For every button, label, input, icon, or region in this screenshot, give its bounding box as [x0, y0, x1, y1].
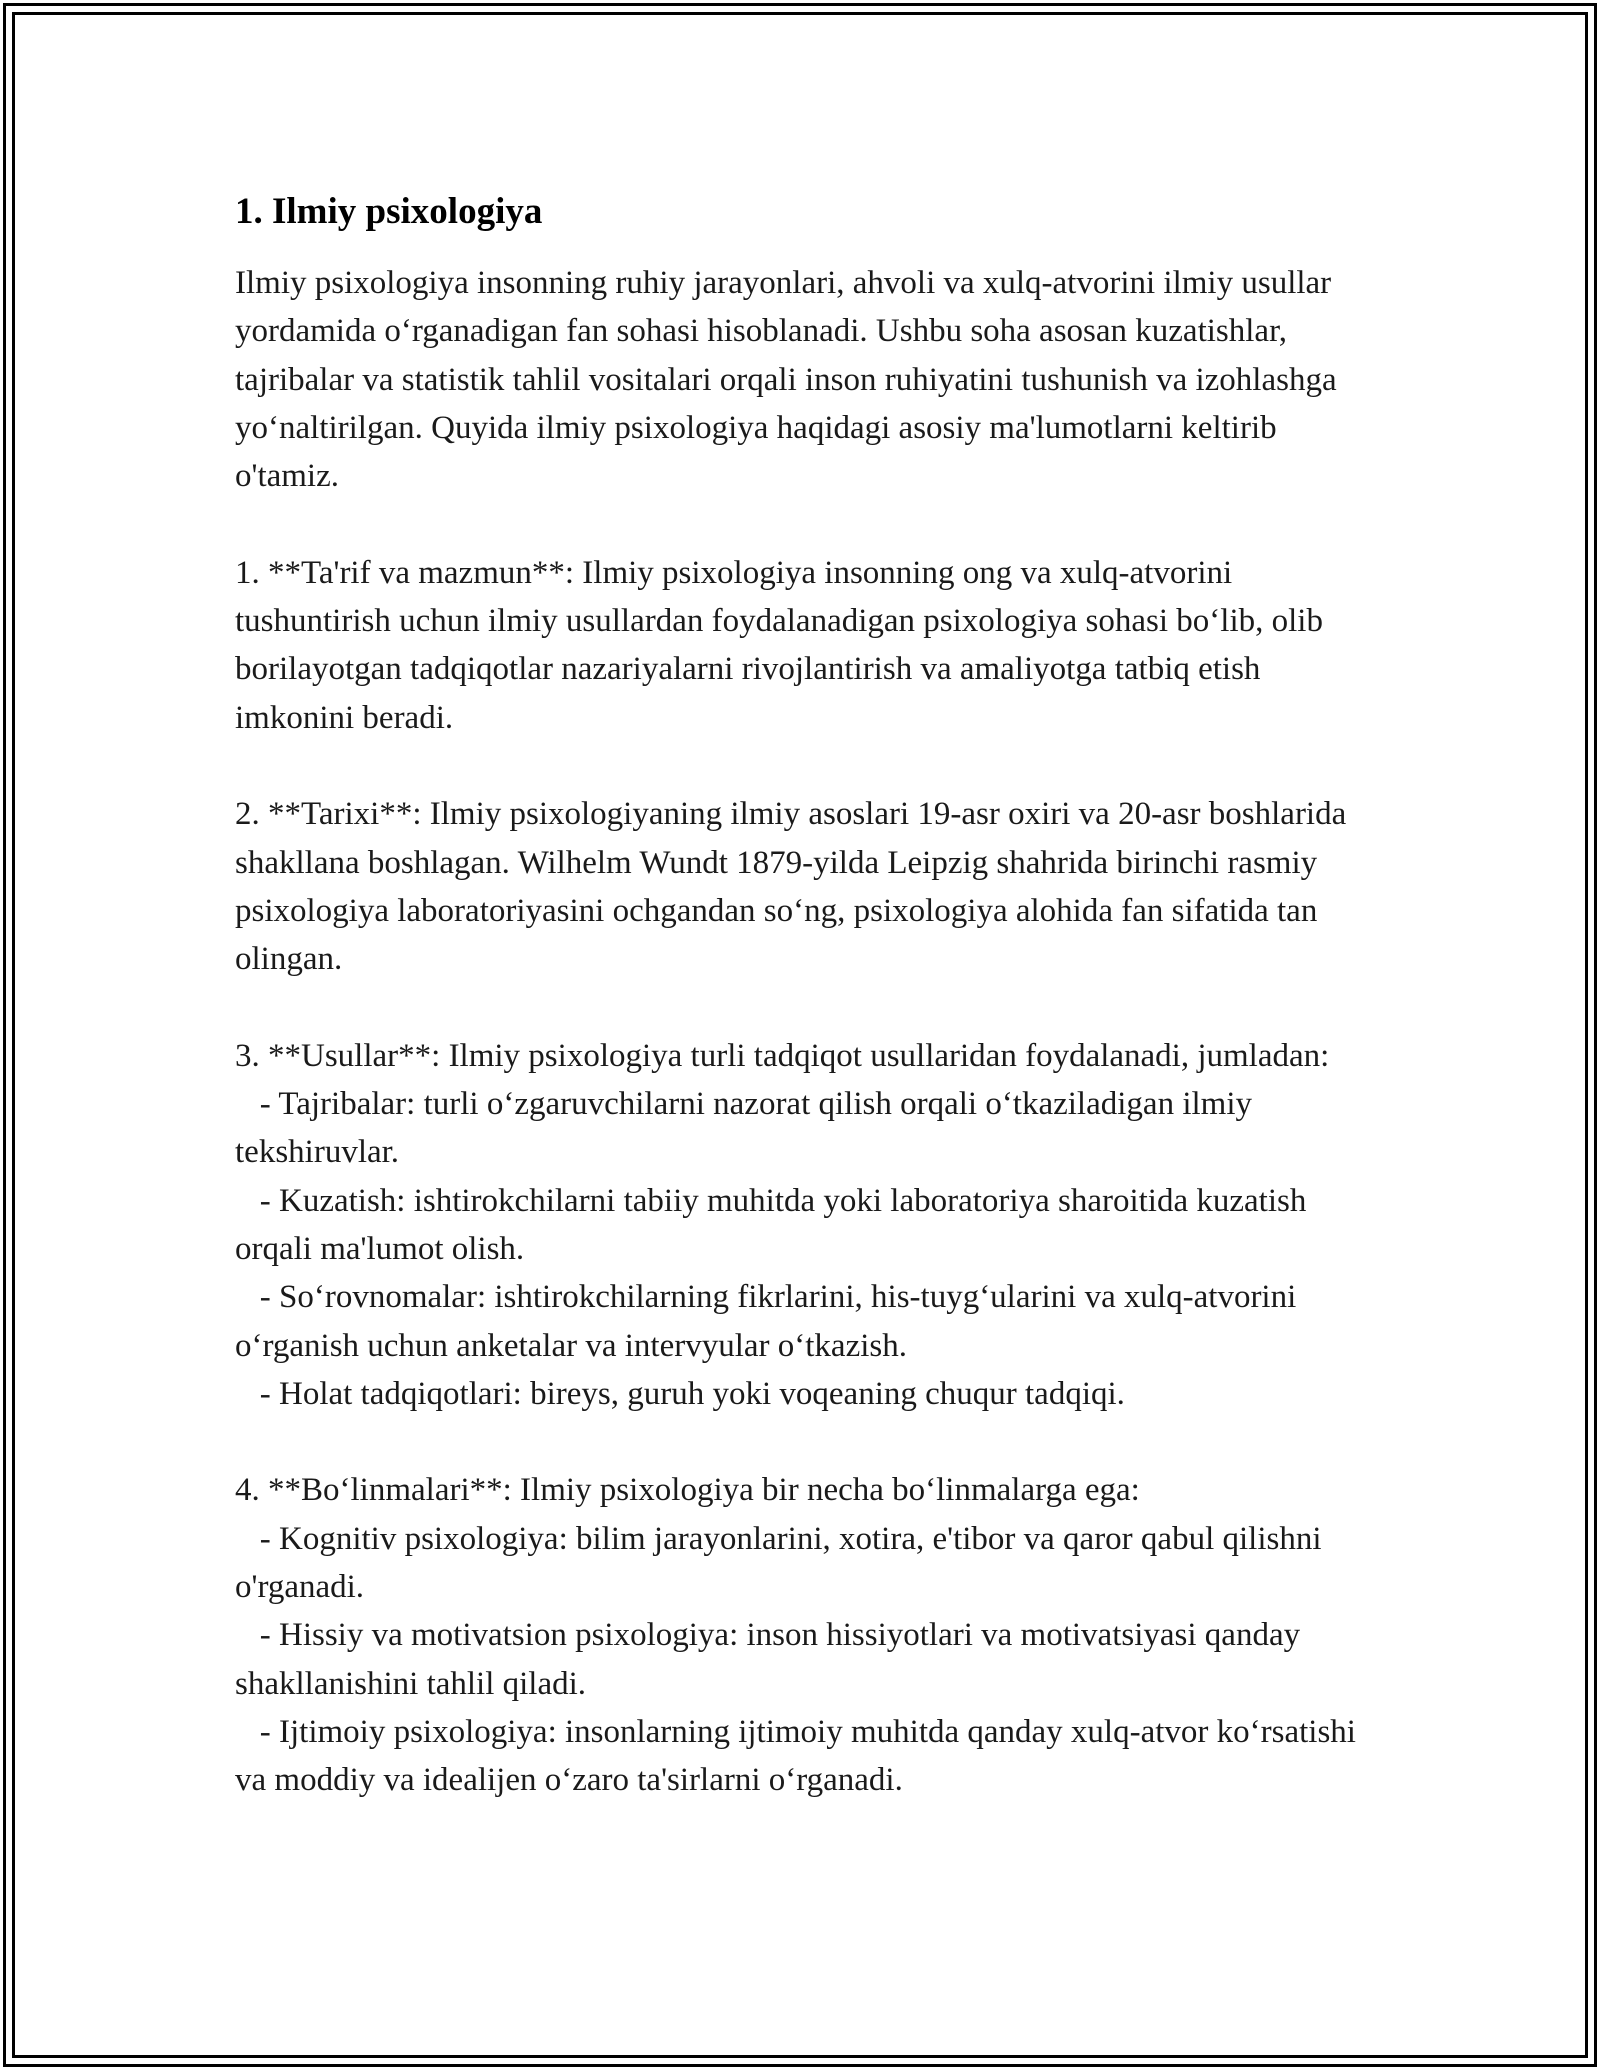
section-heading: 1. Ilmiy psixologiya [235, 191, 543, 232]
definition-paragraph: 1. **Ta'rif va mazmun**: Ilmiy psixologiya insonning ong va xulq-atvorini tushuntirish uchun ilmiy usullardan foydalanadigan psixologiya sohasi bo‘lib, olib borilayotgan tadqiqotlar nazariyalarni rivojlantirish va amaliyotga tatbiq etish imkonini beradi. [235, 554, 1332, 736]
paragraph-spacer [235, 500, 1365, 548]
paragraph-spacer [235, 983, 1365, 1031]
intro-paragraph: Ilmiy psixologiya insonning ruhiy jarayonlari, ahvoli va xulq-atvorini ilmiy usullar yordamida o‘rganadigan fan sohasi hisoblanadi. Ushbu soha asosan kuzatishlar, tajribalar va statistik tahlil vositalari orqali inson ruhiyatini tushunish va izohlashga yo‘naltirilgan. Quyida ilmiy psixologiya haqidagi asosiy ma'lumotlarni keltirib o'tamiz. [235, 265, 1345, 495]
paragraph-spacer [235, 1418, 1365, 1466]
paragraph-spacer [235, 742, 1365, 790]
methods-paragraph: 3. **Usullar**: Ilmiy psixologiya turli tadqiqot usullaridan foydalanadi, jumladan: - Tajribalar: turli o‘zgaruvchilarni nazorat qilish orqali o‘tkaziladigan ilmiy tekshiruvlar. - Kuzatish: ishtirokchilarni tabiiy muhitda yoki laboratoriya sharoitida kuzatish orqali ma'lumot olish. - So‘rovnomalar: ishtirokchilarning fikrlarini, his-tuyg‘ularini va xulq-atvorini o‘rganish uchun anketalar va intervyular o‘tkazish. - Holat tadqiqotlari: bireys, guruh yoki voqeaning chuqur tadqiqi. [235, 1037, 1330, 1412]
branches-paragraph: 4. **Bo‘linmalari**: Ilmiy psixologiya bir necha bo‘linmalarga ega: - Kognitiv psixologiya: bilim jarayonlarini, xotira, e'tibor va qaror qabul qilishni o'rganadi. - Hissiy va motivatsion psixologiya: inson hissiyotlari va motivatsiyasi qanday shakllanishini tahlil qiladi. - Ijtimoiy psixologiya: insonlarning ijtimoiy muhitda qanday xulq-atvor ko‘rsatishi va moddiy va idealijen o‘zaro ta'sirlarni o‘rganadi. [235, 1472, 1356, 1799]
document-body [235, 188, 1365, 1805]
history-paragraph: 2. **Tarixi**: Ilmiy psixologiyaning ilmiy asoslari 19-asr oxiri va 20-asr boshlarida shakllana boshlagan. Wilhelm Wundt 1879-yilda Leipzig shahrida birinchi rasmiy psixologiya laboratoriyasini ochgandan so‘ng, psixologiya alohida fan sifatida tan olingan. [235, 796, 1355, 978]
